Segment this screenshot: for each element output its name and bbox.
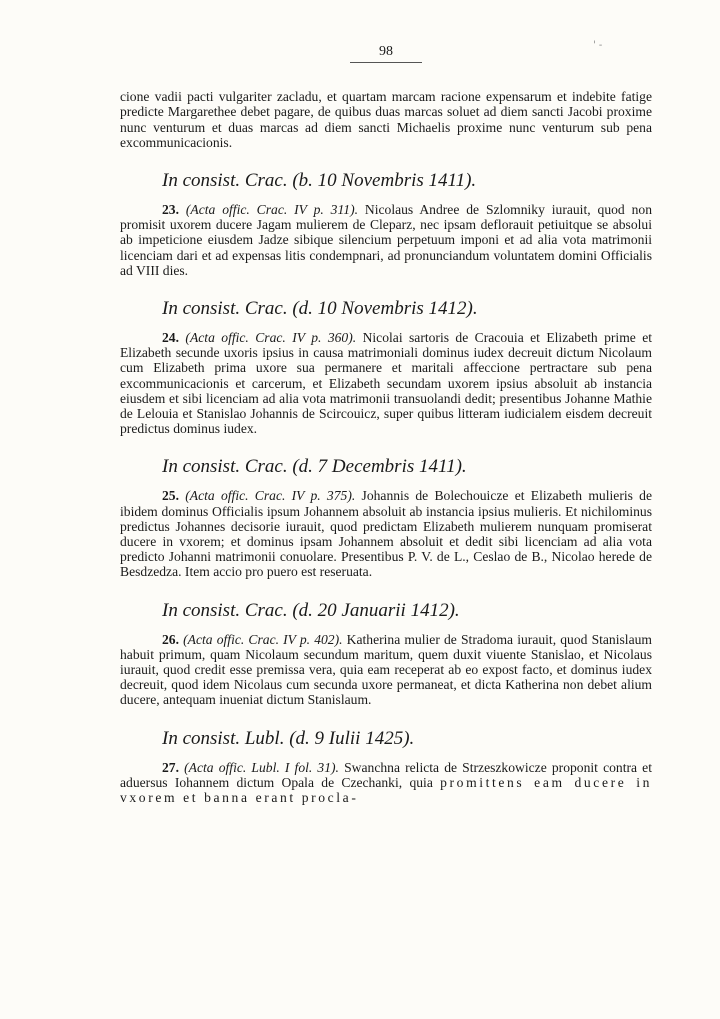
entry-number: 27. xyxy=(162,759,179,775)
page xyxy=(120,44,652,805)
entry-text: Nicolai sartoris de Cracouia et Elizabeth prime et Elizabeth secunde uxoris ipsius in causa matrimoniali dominus iudex decreuit dictum Nicolaum cum Elizabeth prima uxore sua permanere et maritali affeccione pertractare sub pena excommunicacionis et carcerum, et Elizabeth secundam uxorem ipsius absoluit ab instancia eiusdem et sibi licenciam ad alia vota matrimonii transuolandi dedit; presentibus Johanne Mathie de Lelouia et Stanislao Johannis de Scircouicz, super quibus litteram iudicialem eisdem decreuit predictus dominus iudex. xyxy=(120,330,653,437)
section-heading: In consist. Crac. (d. 7 Decembris 1411). xyxy=(162,456,467,478)
entry-spaced-text: promittens eam ducere in vxorem et banna erant procla- xyxy=(120,774,652,806)
entry-reference: (Acta offic. Crac. IV p. 311). xyxy=(185,202,358,218)
section-heading: In consist. Crac. (d. 20 Januarii 1412). xyxy=(162,599,460,621)
intro-paragraph: cione vadii pacti vulgariter zacladu, et quartam marcam racione expensarum et indebite fatige predicte Margarethee debet pagare, de quibus duas marcas soluet ad diem sancti Jacobi proxime nunc venturum et duas marcas ad diem sancti Michaelis proxime nunc venturum sub pena excommunicacionis. xyxy=(120,89,652,150)
entry-reference: (Acta offic. Lubl. I fol. 31). xyxy=(184,759,339,775)
section-26 xyxy=(120,600,652,708)
section-23 xyxy=(120,170,652,278)
entry-text: Johannis de Bolechouicze et Elizabeth mulieris de ibidem dominus Officialis ipsum Johannem absoluit ab instancia ipsius mulieris. Et nichilominus predictus Johannes decisorie iurauit, quod predictam Elizabeth mulierem nunquam promiserat ducere in vxorem; et dominus ipsam Johannem absoluit et dedit sibi licenciam ad alia vota predicto Johanni matrimonii conuolare. Presentibus P. V. de L., Ceslao de B., Nicolao herede de Besdzedza. Item accio pro puero est reseruata. xyxy=(120,488,653,580)
page-number: 98 xyxy=(379,44,393,59)
entry-paragraph xyxy=(120,488,652,579)
section-24 xyxy=(120,298,652,436)
entry-reference: (Acta offic. Crac. IV p. 360). xyxy=(185,330,357,346)
entry-text: Nicolaus Andree de Szlomniky iurauit, quod non promisit uxorem ducere Jagam mulierem de Cleparz, nec ipsam deflorauit petiuitque se absolui ab impeticione eiusdem Jadze sibique silencium perpetuum imponi et ad alia vota matrimonii licenciam dari et ad expensas litis condempnari, ad pronunciandum voluntatem domini Officialis ad VIII dies. xyxy=(120,202,652,278)
section-25 xyxy=(120,456,652,579)
corner-mark: ' - xyxy=(593,40,603,51)
entry-number: 26. xyxy=(162,631,179,647)
entry-paragraph xyxy=(120,202,652,278)
section-heading: In consist. Crac. (b. 10 Novembris 1411). xyxy=(162,170,477,192)
section-27 xyxy=(120,728,652,806)
entry-number: 25. xyxy=(162,488,179,504)
section-heading: In consist. Lubl. (d. 9 Iulii 1425). xyxy=(162,727,415,749)
entry-number: 23. xyxy=(162,202,179,218)
entry-text: Swanchna relicta de Strzeszkowicze proponit contra et aduersus Iohannem dictum Opala de Czechanki, quia xyxy=(120,759,652,790)
section-heading: In consist. Crac. (d. 10 Novembris 1412). xyxy=(162,298,478,320)
entry-reference: (Acta offic. Crac. IV p. 375). xyxy=(185,488,356,504)
entry-paragraph xyxy=(120,330,652,436)
entry-reference: (Acta offic. Crac. IV p. 402). xyxy=(183,631,343,647)
entry-text: Katherina mulier de Stradoma iurauit, quod Stanislaum habuit primum, quam Nicolaum secundum maritum, quem duxit viuente Stanislao, et Nicolaus iurauit, quod credit esse premissa vera, quia eam receperat ab eo expost facto, et dominus iudex decreuit, quod idem Nicolaus cum secunda uxore permaneat, et dicta Katherina non debet alium ducere, antequam inueniat dictum Stanislaum. xyxy=(120,631,652,708)
page-number-rule xyxy=(350,62,422,63)
entry-number: 24. xyxy=(162,330,179,346)
entry-paragraph xyxy=(120,760,652,806)
entry-paragraph xyxy=(120,632,652,708)
